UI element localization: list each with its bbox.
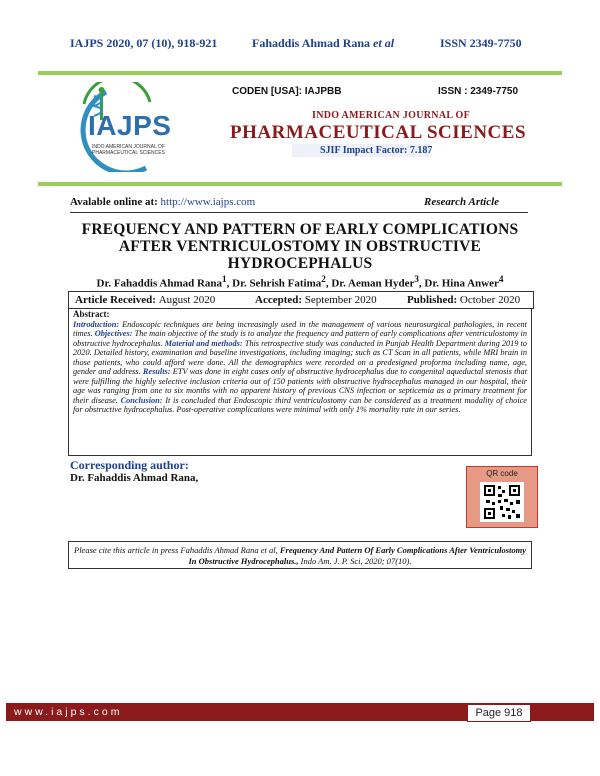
qr-label: QR code <box>486 469 518 478</box>
intro-label: Introduction: <box>73 319 120 329</box>
logo-subtitle-line2: PHARMACEUTICAL SCIENCES <box>92 150 165 156</box>
methods-text: This retrospective study was conducted in Punjab Health Department during 2019 to 2020. Detailed history, examination and baseline investigations, including imaging; such as CT Scan in all patients, while MRI brain in those patients, who could afford were done. All the demographics were recorded on a predesigned proforma including name, age, gender and address. <box>73 338 527 377</box>
journal-line: INDO AMERICAN JOURNAL OF <box>312 110 471 121</box>
journal-name: PHARMACEUTICAL SCIENCES <box>230 122 527 143</box>
header-issn: ISSN 2349-7750 <box>440 36 522 50</box>
availability-rule <box>70 212 528 213</box>
journal-url-link[interactable]: http://www.iajps.com <box>160 196 256 208</box>
conclusion-text: It is concluded that Endoscopic third ventriculostomy can be considered as a treatment modality of choice for obstructive hydrocephalus. Post-operative complications were minimal with only 1% mortality rate in our series. <box>73 395 527 415</box>
date-accepted <box>255 294 377 306</box>
published-label: Published: <box>407 294 460 306</box>
banner-issn: ISSN : 2349-7750 <box>438 86 519 97</box>
journal-logo <box>54 82 204 172</box>
qr-code-icon <box>480 482 524 522</box>
abstract-body <box>73 320 527 415</box>
author-name: Dr. Aeman Hyder <box>331 277 415 290</box>
corresponding-name: Dr. Fahaddis Ahmad Rana, <box>70 472 199 484</box>
logo-name: IAJPS <box>88 110 172 141</box>
methods-label: Material and methods: <box>164 338 243 348</box>
author-list: Dr. Fahaddis Ahmad Rana$^1$, Dr. Sehrish Fatima$^2$, Dr. Aeman Hyder$^3$, Dr. Hina Anwer$^4$ <box>96 274 504 290</box>
header-author-etal: et al <box>373 36 395 50</box>
intro-text: Endoscopic techniques are being increasingly used in the management of various neurosurgical pathologies, in recent times. <box>73 319 527 339</box>
header-rule-bottom <box>38 182 562 186</box>
author-affiliation: 2 <box>321 274 326 284</box>
availability <box>70 196 255 208</box>
article-type: Research Article <box>424 196 500 208</box>
availability-label: Avalable online at: <box>70 196 161 208</box>
accepted-label: Accepted: <box>255 294 305 306</box>
article-title <box>60 221 540 272</box>
date-received <box>75 294 215 306</box>
results-text: ETV was done in eight cases only of obstructive hydrocephalus due to congenital aqueductal stenosis that were fulfilling the highly selective inclusion criteria out of 150 patients with obstructive hydrocephalus managed in our hospital, their age was ranging from one to six months with no apparent history of previous CNS infection or septicemia as a primary treatment for their disease. <box>73 367 527 405</box>
footer-url-link[interactable]: www.iajps.com <box>14 706 123 718</box>
accepted-value: September 2020 <box>304 294 377 306</box>
title-line-3: HYDROCEPHALUS <box>227 255 373 272</box>
date-published <box>407 294 520 306</box>
article-dates <box>68 291 534 309</box>
published-value: October 2020 <box>459 294 521 306</box>
author-affiliation: 1 <box>222 274 227 284</box>
citation-suffix: Indo Am. J. P. Sci, 2020; 07(10). <box>298 556 412 566</box>
author-affiliation: 4 <box>498 274 504 284</box>
header-author-name: Fahaddis Ahmad Rana <box>252 36 374 50</box>
received-label: Article Received: <box>75 294 159 306</box>
logo-subtitle-line1: INDO AMERICAN JOURNAL OF <box>92 144 165 150</box>
abstract-box <box>68 308 532 456</box>
citation-box <box>68 541 532 569</box>
citation-prefix: Please cite this article in press Fahaddis Ahmad Rana et al, <box>74 545 280 555</box>
coden: CODEN [USA]: IAJPBB <box>232 86 342 97</box>
objectives-text: The main objective of the study is to analyze the frequency and pattern of early complications after ventriculostomy in obstructive hydrocephalus. <box>73 329 527 348</box>
logo-subtitle <box>92 144 165 156</box>
header-author <box>252 36 394 51</box>
header-citation: IAJPS 2020, 07 (10), 918-921 <box>70 36 218 50</box>
citation-title: Frequency And Pattern Of Early Complications After Ventriculostomy In Obstructive Hydrocephalus., <box>188 545 526 566</box>
title-line-2: AFTER VENTRICULOSTOMY IN OBSTRUCTIVE <box>118 238 482 255</box>
conclusion-label: Conclusion: <box>120 395 163 405</box>
author-name: Dr. Sehrish Fatima <box>232 277 322 290</box>
title-line-1: FREQUENCY AND PATTERN OF EARLY COMPLICATIONS <box>81 221 519 238</box>
header-rule-top <box>38 71 562 75</box>
received-value: August 2020 <box>158 294 216 306</box>
page-number: Page 918 <box>467 704 531 722</box>
author-name: Dr. Hina Anwer <box>424 277 499 290</box>
author-name: Dr. Fahaddis Ahmad Rana <box>96 277 223 290</box>
results-label: Results: <box>142 367 171 377</box>
abstract-heading: Abstract: <box>73 309 110 319</box>
qr-code-box <box>466 466 538 528</box>
impact-factor: SJIF Impact Factor: 7.187 <box>320 145 433 156</box>
author-affiliation: 3 <box>414 274 419 284</box>
corresponding-label: Corresponding author: <box>70 458 189 472</box>
objectives-label: Objectives: <box>94 329 133 339</box>
